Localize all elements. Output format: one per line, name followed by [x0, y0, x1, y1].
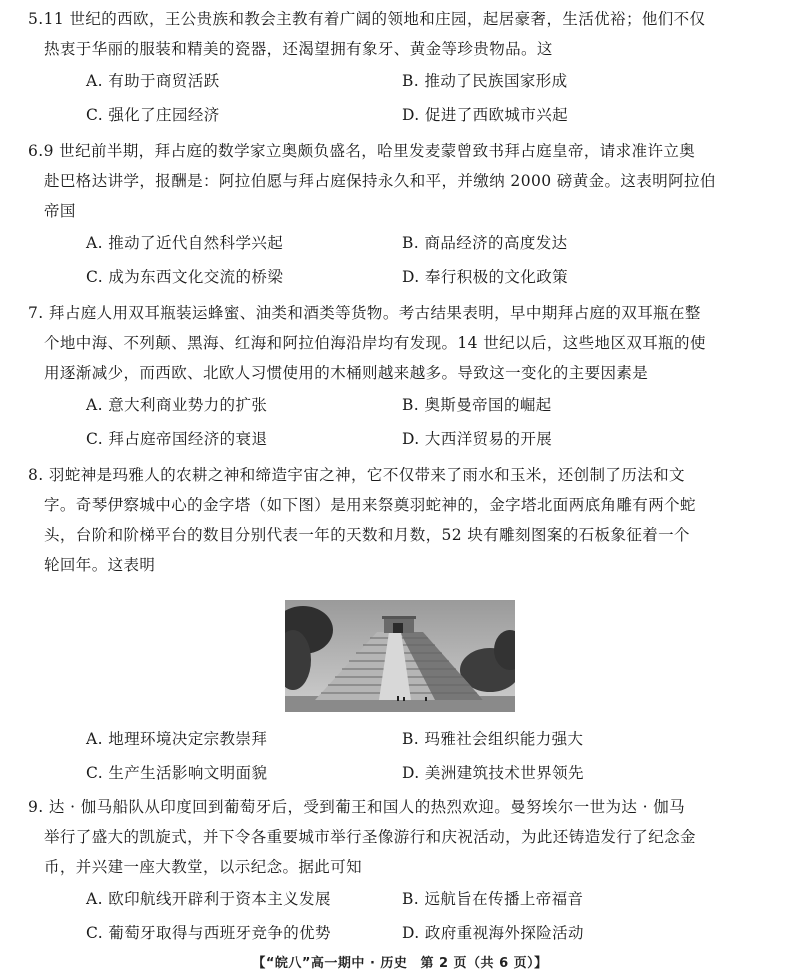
option-c: C. 成为东西文化交流的桥梁	[86, 268, 284, 286]
question-7	[28, 298, 780, 456]
options	[28, 388, 780, 456]
option-a: A. 地理环境决定宗教崇拜	[86, 730, 268, 748]
stem-line: 个地中海、不列颠、黑海、红海和阿拉伯海沿岸均有发现。14 世纪以后，这些地区双耳瓶的使	[44, 334, 706, 352]
stem-line: 头，台阶和阶梯平台的数目分别代表一年的天数和月数，52 块有雕刻图案的石板象征着一个	[44, 526, 690, 544]
options	[28, 722, 780, 790]
option-b: B. 奥斯曼帝国的崛起	[402, 396, 552, 414]
option-c: C. 强化了庄园经济	[86, 106, 220, 124]
question-stem	[28, 136, 780, 226]
question-8-options	[28, 722, 780, 790]
option-d: D. 美洲建筑技术世界领先	[402, 764, 584, 782]
stem-line: 举行了盛大的凯旋式，并下令各重要城市举行圣像游行和庆祝活动，为此还铸造发行了纪念金	[44, 828, 696, 846]
option-d: D. 促进了西欧城市兴起	[402, 106, 569, 124]
footer-page-number: 第 2 页（共 6 页）】	[420, 956, 548, 971]
stem-line: 5.11 世纪的西欧，王公贵族和教会主教有着广阔的领地和庄园，起居豪奢，生活优裕；他们不仅	[28, 10, 706, 28]
question-9	[28, 792, 780, 950]
stem-line: 字。奇琴伊察城中心的金字塔（如下图）是用来祭奠羽蛇神的，金字塔北面两底角雕有两个蛇	[44, 496, 696, 514]
stem-line: 币，并兴建一座大教堂，以示纪念。据此可知	[44, 858, 363, 876]
option-c: C. 生产生活影响文明面貌	[86, 764, 268, 782]
option-a: A. 有助于商贸活跃	[86, 72, 220, 90]
pyramid-icon	[285, 600, 515, 712]
options	[28, 882, 780, 950]
option-c: C. 拜占庭帝国经济的衰退	[86, 430, 268, 448]
question-stem	[28, 792, 780, 882]
stem-line: 6.9 世纪前半期，拜占庭的数学家立奥颇负盛名，哈里发麦蒙曾致书拜占庭皇帝，请求准许立奥	[28, 142, 696, 160]
question-5	[28, 4, 780, 132]
option-d: D. 大西洋贸易的开展	[402, 430, 553, 448]
footer-exam-label: 【“皖八”高一期中 · 历史	[252, 956, 408, 971]
option-d: D. 奉行积极的文化政策	[402, 268, 569, 286]
stem-line: 热衷于华丽的服装和精美的瓷器，还渴望拥有象牙、黄金等珍贵物品。这	[44, 40, 553, 58]
stem-line: 7. 拜占庭人用双耳瓶装运蜂蜜、油类和酒类等货物。考古结果表明，早中期拜占庭的双耳瓶在整	[28, 304, 701, 322]
option-a: A. 欧印航线开辟利于资本主义发展	[86, 890, 331, 908]
stem-line: 用逐渐减少，而西欧、北欧人习惯使用的木桶则越来越多。导致这一变化的主要因素是	[44, 364, 649, 382]
option-a: A. 意大利商业势力的扩张	[86, 396, 268, 414]
options	[28, 226, 780, 294]
option-b: B. 玛雅社会组织能力强大	[402, 730, 584, 748]
stem-line: 帝国	[44, 202, 76, 220]
pyramid-photo	[285, 600, 515, 712]
stem-line: 8. 羽蛇神是玛雅人的农耕之神和缔造宇宙之神，它不仅带来了雨水和玉米，还创制了历法和文	[28, 466, 685, 484]
question-stem	[28, 460, 780, 580]
option-b: B. 商品经济的高度发达	[402, 234, 568, 252]
stem-line: 轮回年。这表明	[44, 556, 156, 574]
option-c: C. 葡萄牙取得与西班牙竞争的优势	[86, 924, 331, 942]
question-6	[28, 136, 780, 294]
option-b: B. 推动了民族国家形成	[402, 72, 568, 90]
question-stem	[28, 4, 780, 64]
options	[28, 64, 780, 132]
stem-line: 赴巴格达讲学，报酬是：阿拉伯愿与拜占庭保持永久和平，并缴纳 2000 磅黄金。这表明阿拉伯	[44, 172, 716, 190]
option-b: B. 远航旨在传播上帝福音	[402, 890, 584, 908]
question-stem	[28, 298, 780, 388]
option-d: D. 政府重视海外探险活动	[402, 924, 584, 942]
question-8	[28, 460, 780, 580]
option-a: A. 推动了近代自然科学兴起	[86, 234, 284, 252]
page-footer	[0, 952, 800, 971]
stem-line: 9. 达 · 伽马船队从印度回到葡萄牙后，受到葡王和国人的热烈欢迎。曼努埃尔一世为达 · 伽马	[28, 798, 686, 816]
